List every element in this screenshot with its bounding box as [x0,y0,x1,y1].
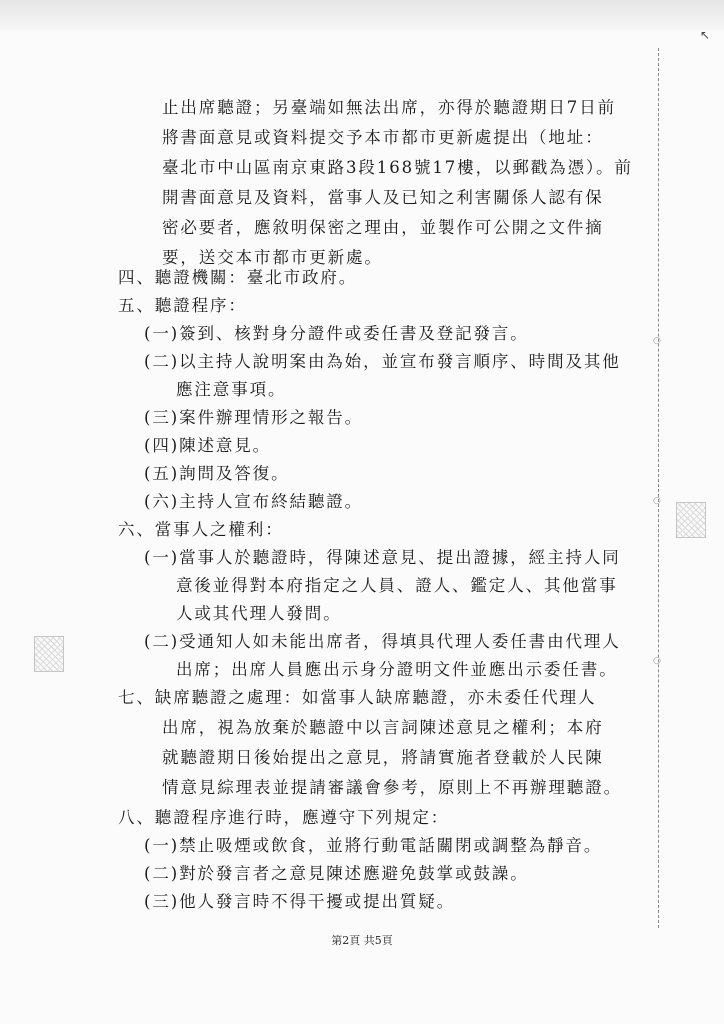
section-heading: 六、當事人之權利： [118,520,284,539]
text-line: 情意見綜理表並提請審議會參考，原則上不再辦理聽證。 [162,778,622,797]
binding-mark-bottom: ○ [653,656,661,666]
list-item-continuation: 人或其代理人發問。 [176,604,342,623]
list-item: (四)陳述意見。 [144,436,272,455]
text-line: 就聽證期日後始提出之意見，將請實施者登載於人民陳 [162,748,604,767]
text-line: 將書面意見或資料提交予本市都市更新處提出（地址： [162,128,604,147]
text-line: 要，送交本市都市更新處。 [162,248,383,267]
section-heading: 四、聽證機關：臺北市政府。 [118,268,358,287]
list-item-continuation: 應注意事項。 [176,380,287,399]
section-heading: 五、聽證程序： [118,296,247,315]
list-item: (三)他人發言時不得干擾或提出質疑。 [144,892,456,911]
list-item: (二)對於發言者之意見陳述應避免鼓掌或鼓譟。 [144,864,529,883]
list-item: (一)禁止吸煙或飲食，並將行動電話關閉或調整為靜音。 [144,836,603,855]
section-heading: 七、缺席聽證之處理：如當事人缺席聽證，亦未委任代理人 [118,688,597,707]
list-item: (二)以主持人說明案由為始，並宣布發言順序、時間及其他 [144,352,621,371]
seal-stamp-right [676,502,706,538]
corner-mark: ↖ [700,28,711,42]
seal-stamp-left [34,636,64,672]
scan-top-shadow [0,0,724,30]
list-item: (三)案件辦理情形之報告。 [144,408,364,427]
binding-mark-top: ○ [653,336,661,346]
list-item: (一)簽到、核對身分證件或委任書及登記發言。 [144,324,529,343]
list-item: (二)受通知人如未能出席者，得填具代理人委任書由代理人 [144,632,621,651]
list-item-continuation: 意後並得對本府指定之人員、證人、鑑定人、其他當事 [176,576,618,595]
binding-line [658,48,659,928]
text-line: 止出席聽證；另臺端如無法出席，亦得於聽證期日7日前 [162,98,616,117]
text-line: 密必要者，應敘明保密之理由，並製作可公開之文件摘 [162,218,604,237]
binding-mark-middle: ○ [653,496,661,506]
page-number: 第2頁 共5頁 [331,934,393,947]
list-item: (一)當事人於聽證時，得陳述意見、提出證據，經主持人同 [144,548,621,567]
list-item-continuation: 出席；出席人員應出示身分證明文件並應出示委任書。 [176,660,618,679]
text-line: 臺北市中山區南京東路3段168號17樓，以郵戳為憑）。前 [162,158,633,177]
list-item: (六)主持人宣布終結聽證。 [144,492,364,511]
text-line: 開書面意見及資料，當事人及已知之利害關係人認有保 [162,188,604,207]
text-line: 出席，視為放棄於聽證中以言詞陳述意見之權利；本府 [162,718,604,737]
section-heading: 八、聽證程序進行時，應遵守下列規定： [118,808,450,827]
list-item: (五)詢問及答復。 [144,464,290,483]
